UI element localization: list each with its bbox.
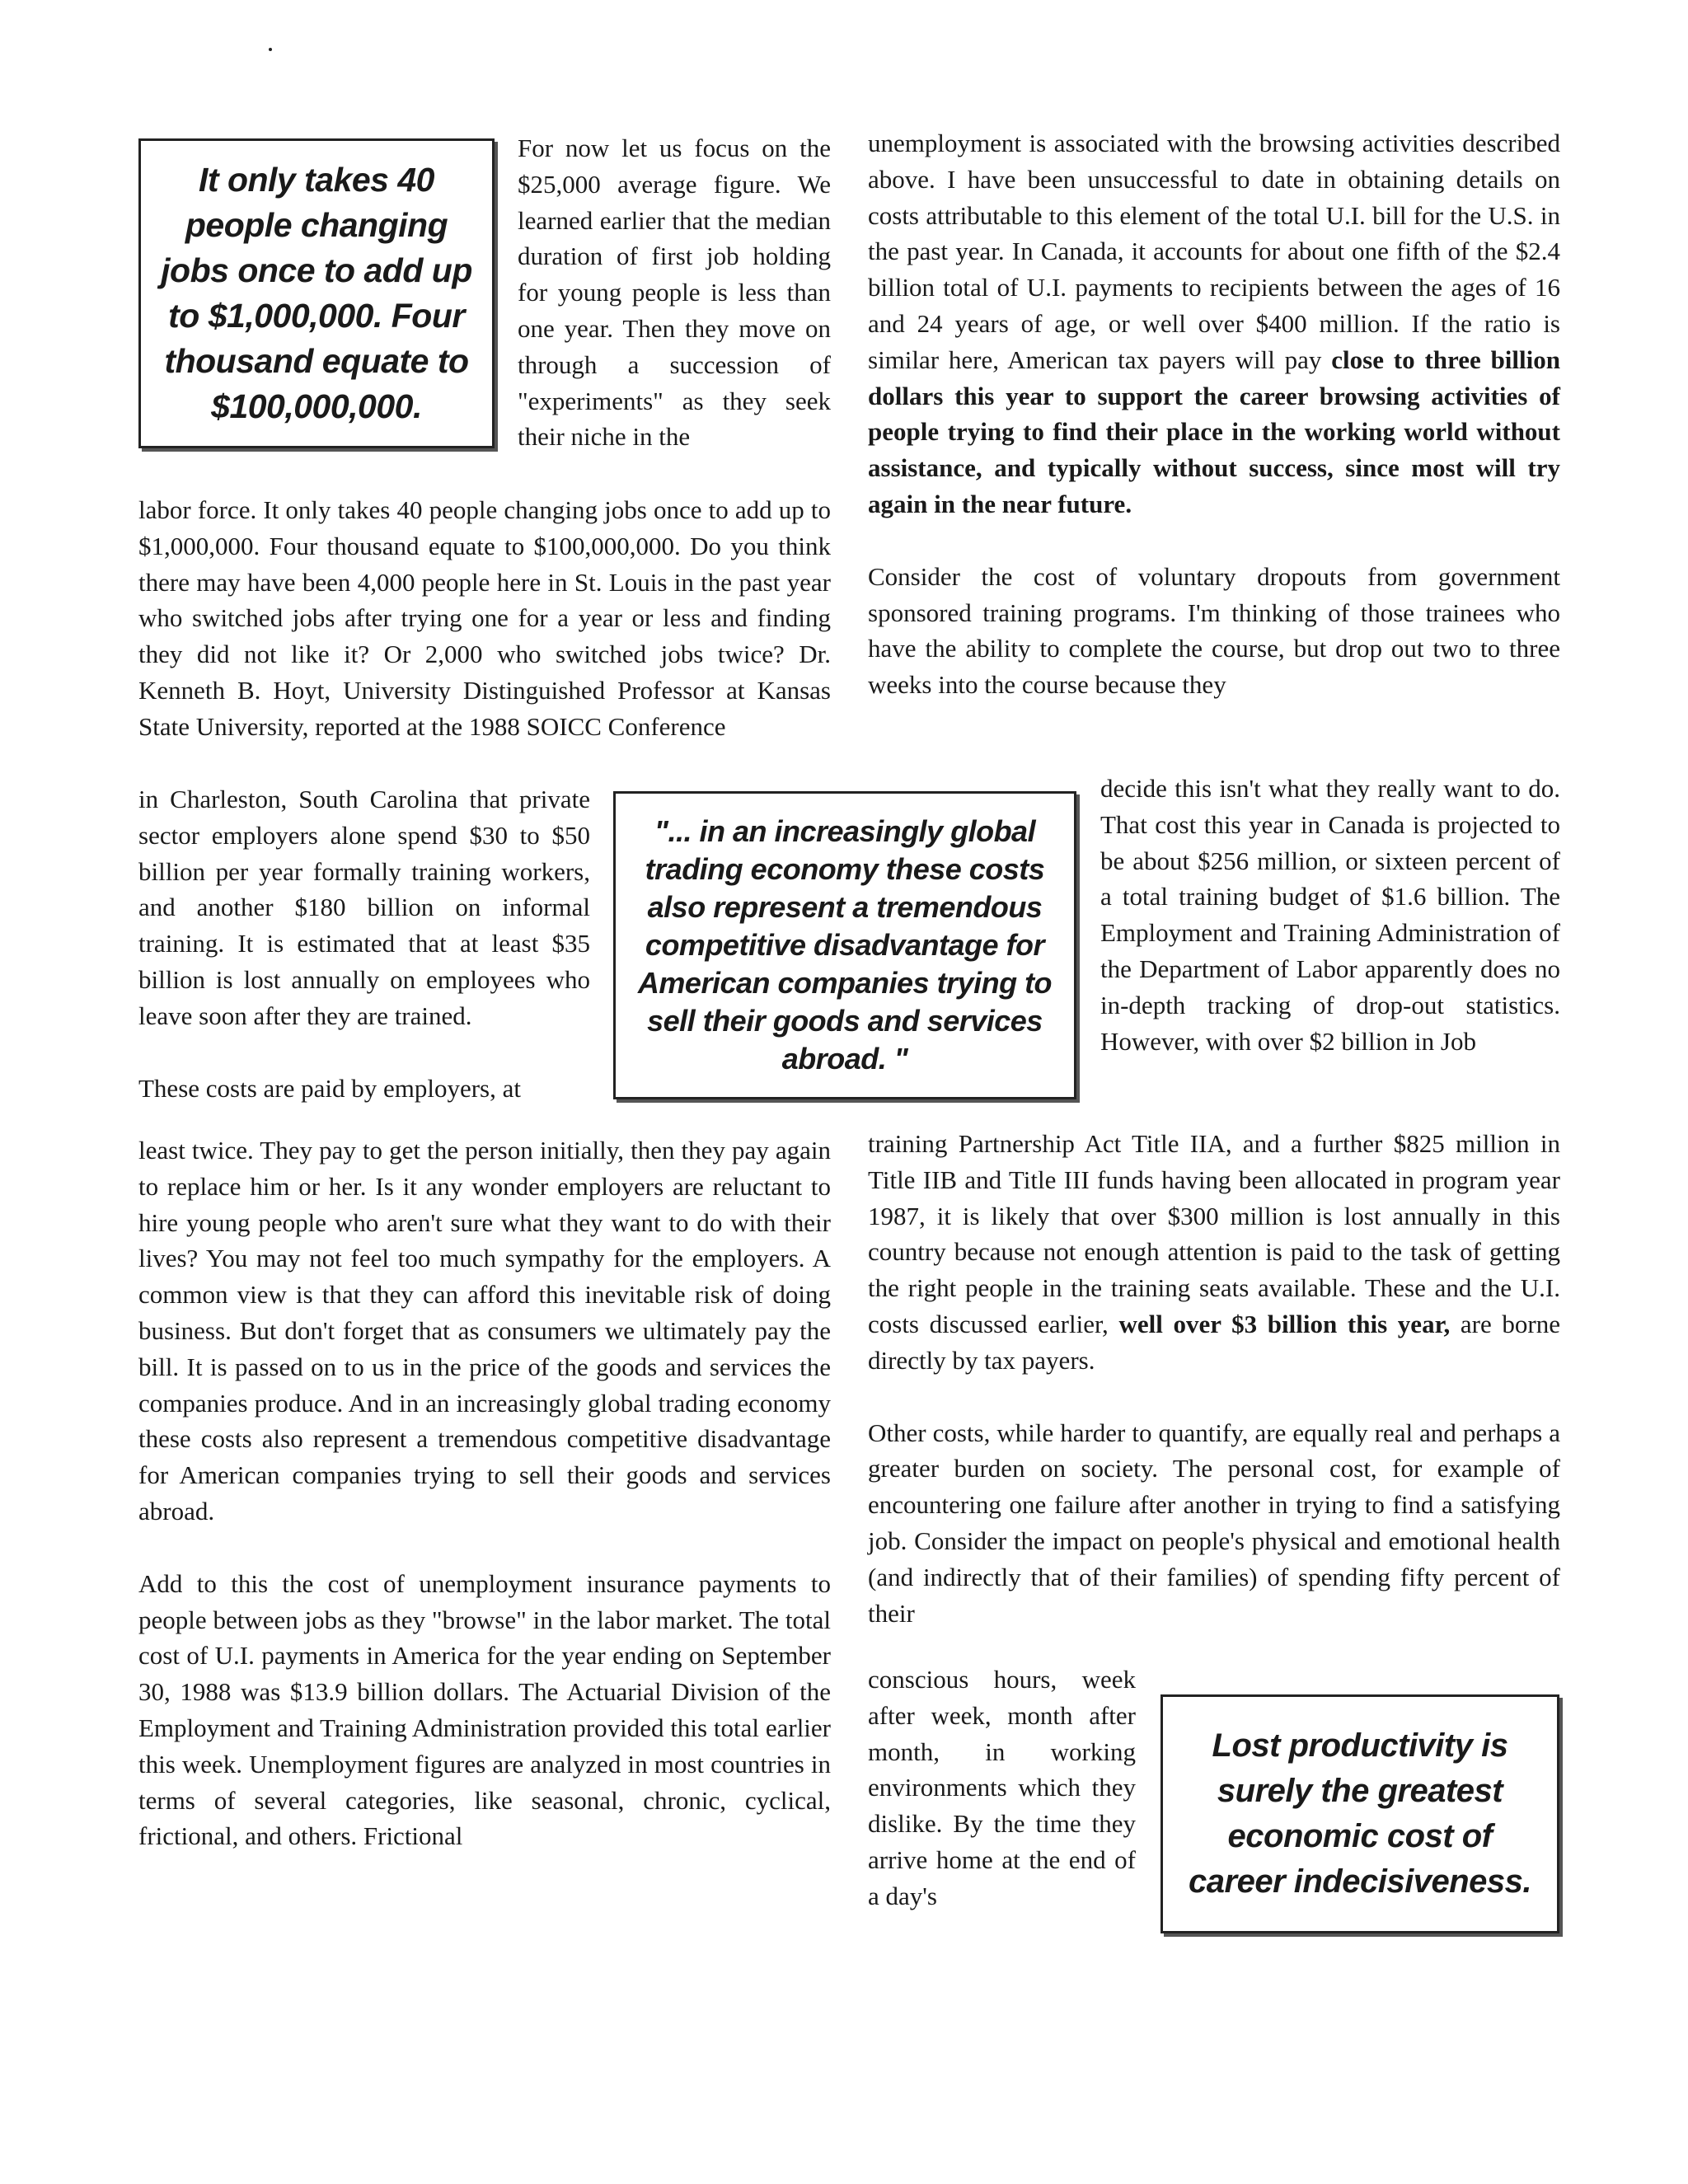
paragraph: least twice. They pay to get the person initially, then they pay again to replace him or her. Is it any wonder employers are reluctant to hire young people who aren't sure what they want to do with their lives? You may not feel too much sympathy for the employers. A common view is that they can afford this inevitable risk of doing business. But don't forget that as consumers we ultimately pay the bill. It is passed on to us in the price of the goods and services the companies produce. And in an increasingly global trading economy these costs also represent a tremendous competitive disadvantage for American companies trying to sell their goods and services abroad. [138,1136,831,1526]
paragraph: in Charleston, South Carolina that private sector employers alone spend $30 to $50 billion per year formally training workers, and another $180 billion on informal training. It is estimated that at least $35 billion is lost annually on employees who leave soon after they are trained. [138,785,590,1030]
text-run: are borne directly by tax payers. [868,1309,1560,1375]
left-col-narrow-mid [138,781,590,1106]
left-col-wide-1 [138,492,831,745]
paragraph: Add to this the cost of unemployment insurance payments to people between jobs as they "browse" in the labor market. The total cost of U.I. payments in America for the year ending on September 30, 1988 was $13.9 billion dollars. The Actuarial Division of the Employment and Training Administration provided this total earlier this week. Unemployment figures are analyzed in most countries in terms of several categories, like seasonal, chronic, cyclical, frictional, and others. Frictional [138,1568,831,1851]
paragraph: For now let us focus on the $25,000 average figure. We learned earlier that the median duration of first job holding for young people is less than one year. Then they move on through a succession of "experiments" as they seek their niche in the [518,134,831,452]
right-col-wide-2 [868,1126,1560,1631]
left-col-narrow-top [518,130,831,455]
pull-quote-top-left-text: It only takes 40 people changing jobs once to add up to $1,000,000. Four thousand equate to $100,000,000. [161,161,472,425]
scan-speck [269,48,272,51]
left-col-wide-2 [138,1132,831,1854]
text-run: unemployment is associated with the browsing activities described above. I have been unsuccessful to date in obtaining details on costs attributable to this element of the total U.I. bill for the U.S. in the past year. In Canada, it accounts for about one fifth of the $2.4 billion total of U.I. payments to recipients between the ages of 16 and 24 years of age, or well over $400 million. If the ratio is similar here, American tax payers will pay [868,129,1560,374]
paragraph: Consider the cost of voluntary dropouts from government sponsored training programs. I'm thinking of those trainees who have the ability to complete the course, but drop out two to three weeks into the course because they [868,561,1560,700]
paragraph [868,125,1560,523]
right-col-narrow-bottom [868,1661,1136,1915]
right-col-narrow-mid [1100,771,1560,1059]
pull-quote-middle-text: "... in an increasingly global trading economy these costs also represent a tremendous competitive disadvantage for American companies trying to sell their goods and services abroad. " [637,814,1053,1076]
paragraph [868,1126,1560,1379]
paragraph: Other costs, while harder to quantify, are equally real and perhaps a greater burden on society. The personal cost, for example of encountering one failure after another in trying to find a satisfying job. Consider the impact on people's physical and emotional health (and indirectly that of their families) of spending fifty percent of their [868,1418,1560,1628]
pull-quote-bottom-right [1160,1694,1559,1933]
paragraph: conscious hours, week after week, month after month, in working environments which they dislike. By the time they arrive home at the end of a day's [868,1665,1136,1910]
pull-quote-bottom-right-text: Lost productivity is surely the greatest economic cost of career indecisiveness. [1189,1727,1531,1900]
right-col-wide-1 [868,125,1560,703]
text-run-bold: close to three billion dollars this year to support the career browsing activities of people trying to find their place in the working world without assistance, and typically without success, since most will try again in the near future. [868,344,1561,518]
pull-quote-middle [613,791,1076,1099]
paragraph: These costs are paid by employers, at [138,1073,521,1103]
paragraph: labor force. It only takes 40 people changing jobs once to add up to $1,000,000. Four thousand equate to $100,000,000. Do you think there may have been 4,000 people here in St. Louis in the past year who switched jobs after trying one for a year or less and finding they did not like it? Or 2,000 who switched jobs twice? Dr. Kenneth B. Hoyt, University Distinguished Professor at Kansas State University, reported at the 1988 SOICC Conference [138,495,831,741]
pull-quote-top-left [138,138,495,448]
text-run-bold: well over $3 billion this year, [1118,1309,1451,1338]
text-run: training Partnership Act Title IIA, and a further $825 million in Title IIB and Title III funds having been allocated in program year 1987, it is likely that over $300 million is lost annually in this country because not enough attention is paid to the task of getting the right people in the training seats available. These and the U.I. costs discussed earlier, [868,1129,1560,1338]
paragraph: decide this isn't what they really want to do. That cost this year in Canada is projected to be about $256 million, or sixteen percent of a total training budget of $1.6 billion. The Employment and Training Administration of the Department of Labor apparently does no in-depth tracking of drop-out statistics. However, with over $2 billion in Job [1100,774,1560,1056]
